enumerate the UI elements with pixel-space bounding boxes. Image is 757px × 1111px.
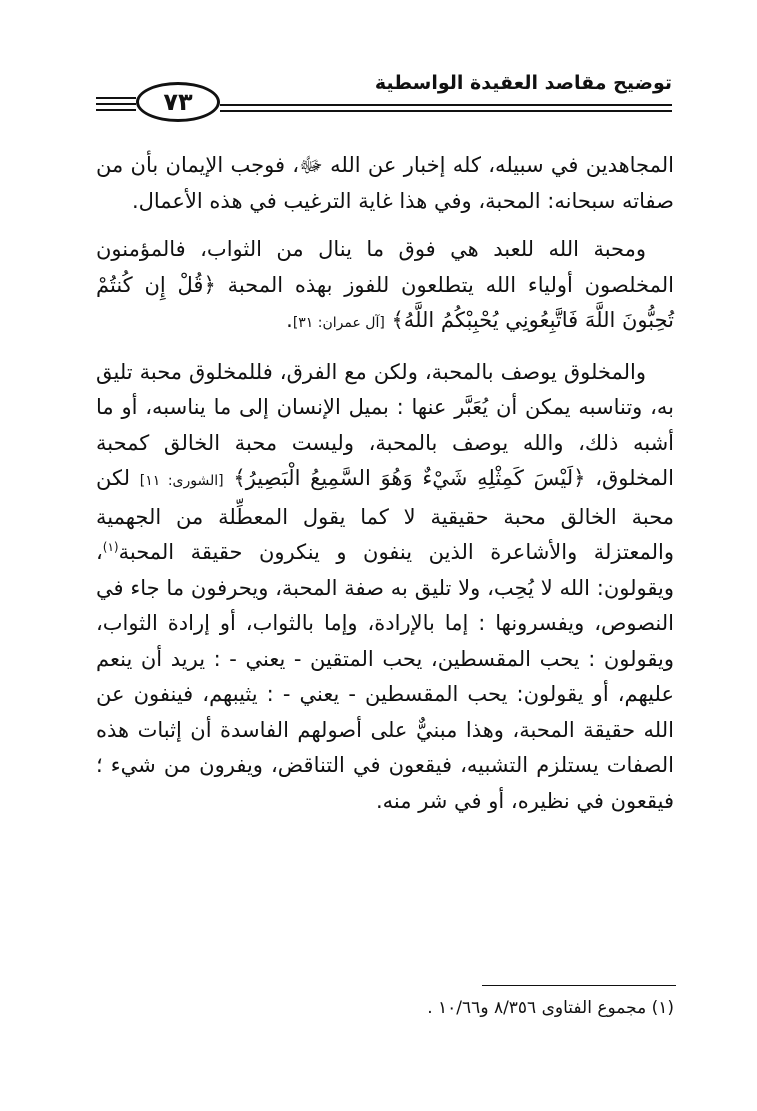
paragraph-3 <box>96 355 674 820</box>
quran-verse-1: ﴿قُلْ إِن كُنتُمْ تُحِبُّونَ اللَّهَ فَاتَّبِعُونِي يُحْبِبْكُمُ اللَّهُ﴾ <box>96 272 674 332</box>
paragraph-3-text-3: ، ويقولون: الله لا يُحِب، ولا تليق به صفة المحبة، ويحرفون ما جاء في النصوص، ويفسرونها : إما بالإرادة، وإما بالثواب، أو إرادة الثواب، ويقولون : يحب المقسطين، يحب المتقين - يعني - : يريد أن ينعم عليهم، أو يقولون: يحب المقسطين - يعني - : يثيبهم، فينفون عن الله حقيقة المحبة، وهذا مبنيٌّ على أصولهم الفاسدة أن إثبات هذه الصفات يستلزم التشبيه، فيقعون في التناقض، ويفرون من شيء ؛ فيقعون في نظيره، أو في شر منه. <box>96 540 674 813</box>
paragraph-3-text-2: لكن محبة الخالق محبة حقيقية لا كما يقول المعطِّلة من الجهمية والمعتزلة والأشاعرة الذين ينفون و ينكرون حقيقة المحبة <box>96 466 674 564</box>
quran-verse-2: ﴿لَيْسَ كَمِثْلِهِ شَيْءٌ وَهُوَ السَّمِيعُ الْبَصِيرُ﴾ <box>233 466 586 490</box>
header-rule-left-3 <box>96 109 136 111</box>
footnote-separator <box>482 985 676 986</box>
header-rule-bottom <box>220 110 672 112</box>
paragraph-2: ومحبة الله للعبد هي فوق ما ينال من الثواب، فالمؤمنون المخلصون أولياء الله يتطلعون للفوز بهذه المحبة ﴿قُلْ إِن كُنتُمْ تُحِبُّونَ اللَّهَ فَاتَّبِعُونِي يُحْبِبْكُمُ اللَّهُ﴾ [آل عمران: ٣١]. <box>96 237 674 332</box>
header-rule-left-2 <box>96 103 136 105</box>
body-text <box>96 148 674 819</box>
paragraph-1: المجاهدين في سبيله، كله إخبار عن الله ﷻ، فوجب الإيمان بأن من صفاته سبحانه: المحبة، وفي هذا غاية الترغيب في هذه الأعمال. <box>96 153 674 213</box>
verse-reference-1: [آل عمران: ٣١] <box>292 315 385 331</box>
page-header <box>92 66 672 124</box>
footnote: (١) مجموع الفتاوى ٨/٣٥٦ و١٠/٦٦ . <box>427 998 674 1018</box>
header-rule-left-1 <box>96 97 136 99</box>
footnote-marker[interactable]: (١) <box>102 540 119 554</box>
paragraph-2-text: ومحبة الله للعبد هي فوق ما ينال من الثواب، فالمؤمنون المخلصون أولياء الله يتطلعون للفوز بهذه المحبة <box>96 237 674 297</box>
paragraph-3-text-1: والمخلوق يوصف بالمحبة، ولكن مع الفرق، فللمخلوق محبة تليق به، وتناسبه يمكن أن يُعَبَّر عنها : بميل الإنسان إلى ما يناسبه، أو ما أشبه ذلك، والله يوصف بالمحبة، وليست محبة الخالق كمحبة المخلوق، <box>96 359 674 490</box>
page-number: ٧٣ <box>136 82 220 122</box>
verse-reference-2: [الشورى: ١١] <box>139 473 224 489</box>
running-title: توضيح مقاصد العقيدة الواسطية <box>374 72 672 94</box>
header-rule-top <box>220 104 672 106</box>
